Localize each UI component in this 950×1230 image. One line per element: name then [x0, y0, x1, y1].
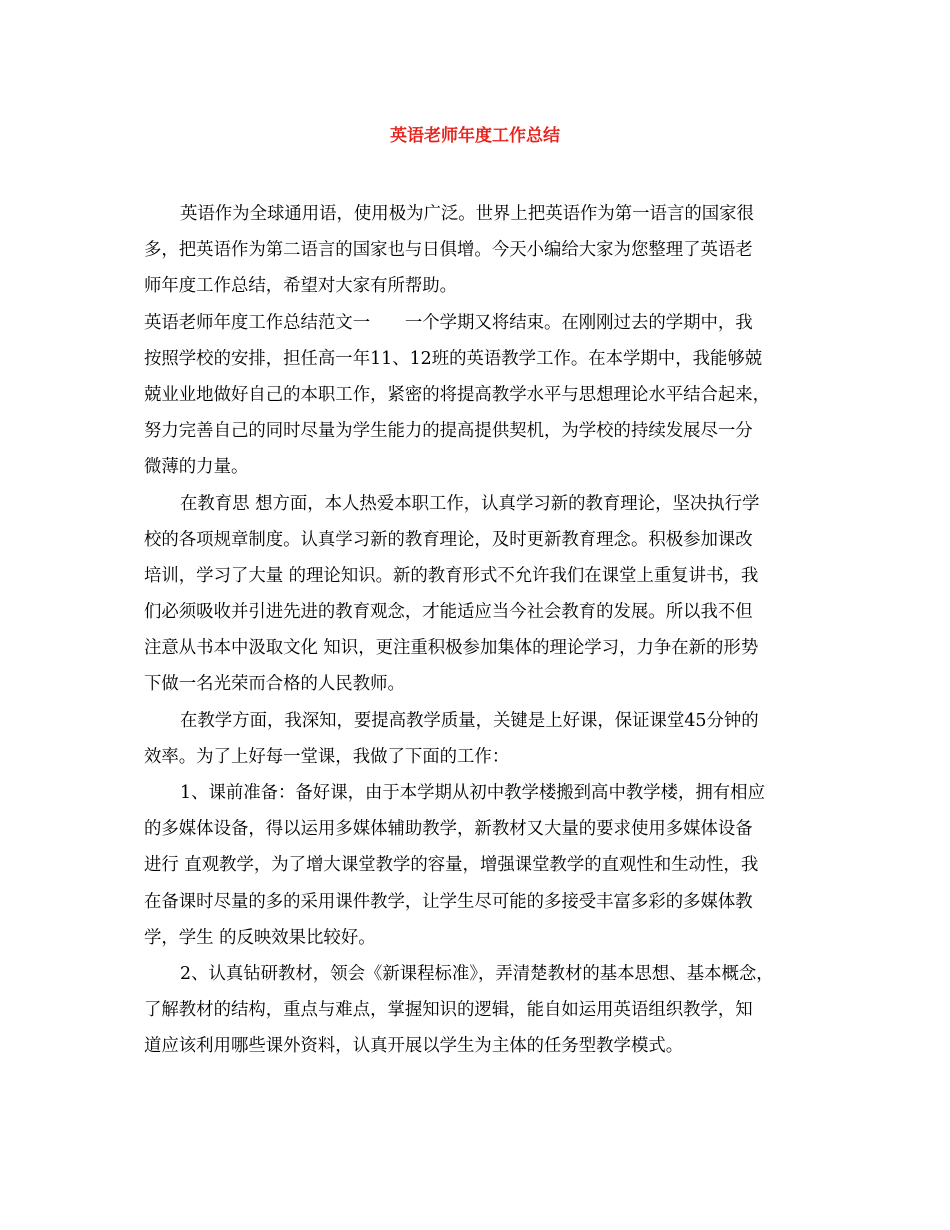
text-line: 在教学方面，我深知，要提高教学质量，关键是上好课，保证课堂45分钟的 [180, 710, 759, 731]
text-line: 了解教材的结构，重点与难点，掌握知识的逻辑，能自如运用英语组织教学，知 [144, 1000, 753, 1021]
text-line: 校的各项规章制度。认真学习新的教育理论，及时更新教育理念。积极参加课改 [144, 529, 753, 550]
text-line: 兢业业地做好自己的本职工作，紧密的将提高教学水平与思想理论水平结合起来， [144, 384, 771, 405]
text-line: 1、课前准备：备好课，由于本学期从初中教学楼搬到高中教学楼，拥有相应 [180, 783, 765, 803]
text-line: 努力完善自己的同时尽量为学生能力的提高提供契机，为学校的持续发展尽一分 [144, 421, 753, 442]
text-line: 师年度工作总结，希望对大家有所帮助。 [144, 276, 458, 297]
text-line: 的多媒体设备，得以运用多媒体辅助教学，新教材又大量的要求使用多媒体设备 [144, 819, 753, 840]
document-body [144, 196, 812, 1065]
text-line: 在备课时尽量的多的采用课件教学，让学生尽可能的多接受丰富多彩的多媒体教 [144, 891, 753, 912]
text-line: 道应该利用哪些课外资料，认真开展以学生为主体的任务型教学模式。 [144, 1036, 684, 1057]
text-line: 学，学生 的反映效果比较好。 [144, 927, 376, 948]
text-line: 英语老师年度工作总结范文一 一个学期又将结束。在刚刚过去的学期中，我 [144, 312, 753, 333]
document-title: 英语老师年度工作总结 [390, 126, 560, 146]
text-line: 们必须吸收并引进先进的教育观念，才能适应当今社会教育的发展。所以我不但 [144, 602, 753, 623]
text-line: 注意从书本中汲取文化 知识，更注重积极参加集体的理论学习，力争在新的形势 [144, 638, 759, 659]
text-line: 英语作为全球通用语，使用极为广泛。世界上把英语作为第一语言的国家很 [180, 204, 754, 224]
text-line: 下做一名光荣而合格的人民教师。 [144, 674, 405, 695]
text-line: 2、认真钻研教材，领会《新课程标准》，弄清楚教材的基本思想、基本概念， [180, 963, 774, 984]
text-line: 进行 直观教学，为了增大课堂教学的容量，增强课堂教学的直观性和生动性，我 [144, 855, 759, 876]
text-line: 按照学校的安排，担任高一年11、12班的英语教学工作。在本学期中，我能够兢 [144, 348, 763, 369]
text-line: 效率。为了上好每一堂课，我做了下面的工作： [144, 746, 510, 767]
text-line: 培训，学习了大量 的理论知识。新的教育形式不允许我们在课堂上重复讲书，我 [144, 565, 759, 586]
text-line: 在教育思 想方面，本人热爱本职工作，认真学习新的教育理论，坚决执行学 [180, 493, 760, 514]
text-line: 多，把英语作为第二语言的国家也与日俱增。今天小编给大家为您整理了英语老 [144, 240, 753, 261]
text-line: 微薄的力量。 [144, 457, 249, 478]
